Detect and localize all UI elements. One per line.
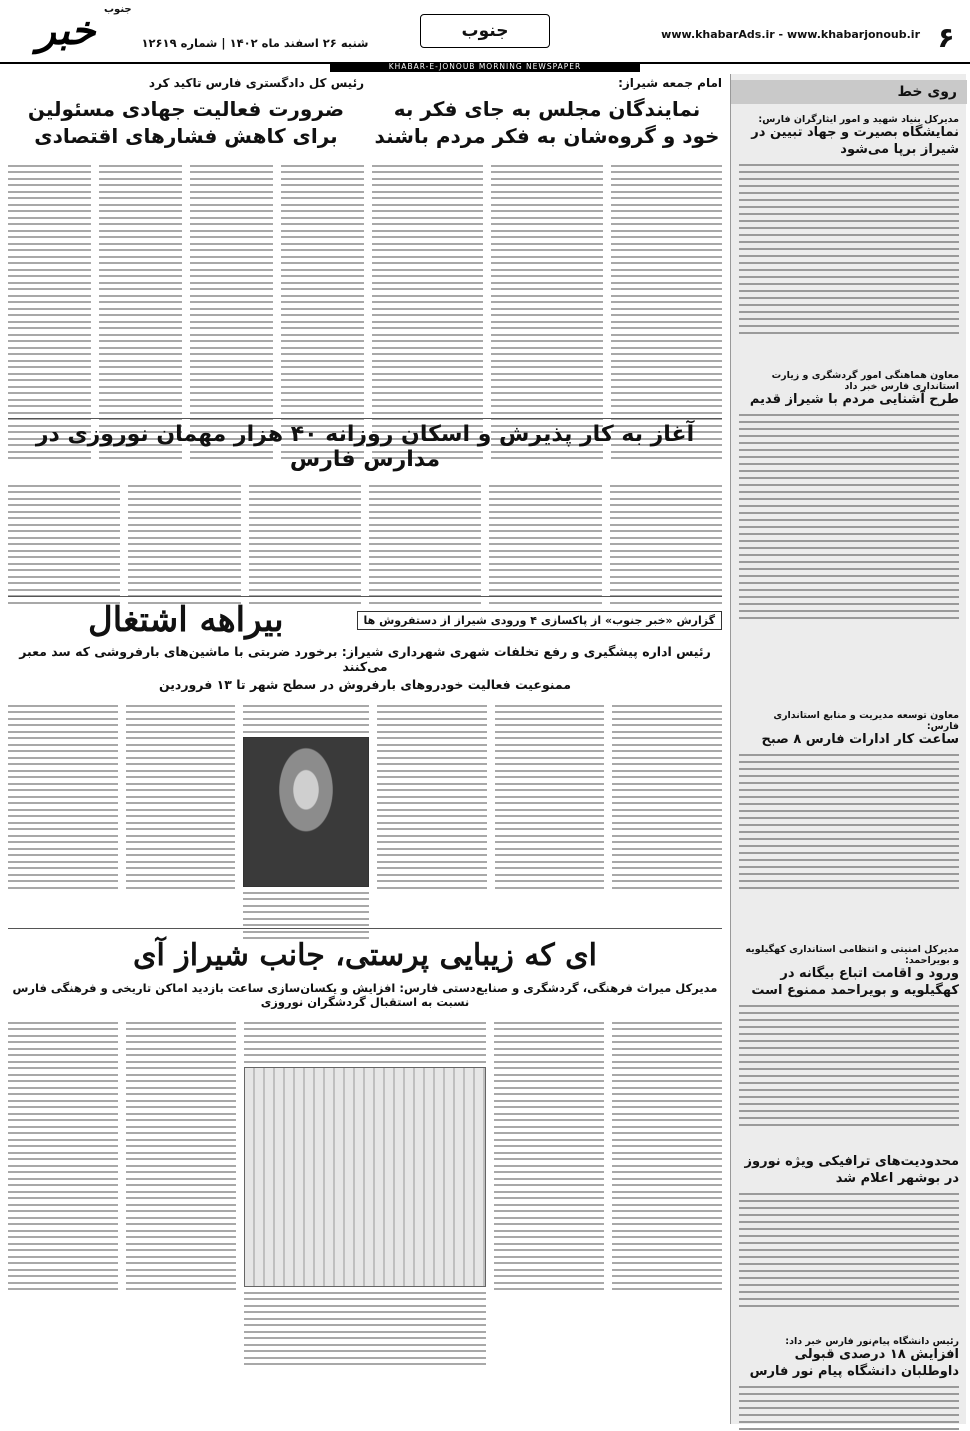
sidebar-item	[731, 944, 967, 1131]
article-headline[interactable]: ممنوعیت فعالیت خودروهای بارفروش در سطح شهر تا ۱۳ فروردین	[158, 677, 572, 692]
article-body	[8, 700, 722, 944]
photo-column	[243, 700, 369, 944]
sidebar-headline[interactable]: ورود و اقامت اتباع بیگانه در کهگیلویه و بویراحمد ممنوع است	[751, 966, 959, 998]
sidebar-kicker: معاون هماهنگی امور گردشگری و زیارت استانداری فارس خبر داد	[771, 370, 959, 392]
sidebar-item	[731, 1154, 967, 1312]
article-peddlers	[8, 600, 722, 944]
logo-subtitle: جنوب	[104, 4, 132, 15]
section-label: جنوب	[420, 14, 550, 48]
sidebar-kicker: مدیرکل امنیتی و انتظامی استانداری کهگیلویه و بویراحمد:	[745, 944, 959, 966]
divider	[8, 928, 722, 929]
sidebar-item	[731, 114, 967, 339]
masthead-ribbon: KHABAR-E-JONOUB MORNING NEWSPAPER	[330, 62, 640, 72]
article-headline[interactable]: نمایندگان مجلس به جای فکر به خود و گروه‌شان به فکر مردم باشند	[374, 97, 720, 148]
article-judiciary	[8, 76, 364, 464]
article-body	[8, 480, 722, 608]
article-kicker: امام جمعه شیراز:	[618, 76, 722, 90]
sidebar-header: روی خط	[731, 80, 967, 104]
photo-column	[244, 1017, 486, 1370]
sidebar-column	[730, 74, 966, 1424]
article-tourism	[8, 938, 722, 1370]
sidebar-body	[731, 414, 967, 619]
sidebar-kicker: معاون توسعه مدیریت و منابع استانداری فارس:	[773, 710, 959, 732]
report-label: گزارش «خبر جنوب» از پاکسازی ۴ ورودی شیراز از دستفروش ها	[357, 611, 722, 630]
issue-dateline: شنبه ۲۶ اسفند ماه ۱۴۰۲ | شماره ۱۲۶۱۹	[141, 36, 369, 50]
sidebar-body	[731, 164, 967, 334]
article-kicker: مدیرکل میراث فرهنگی، گردشگری و صنایع‌دستی فارس: افزایش و یکسان‌سازی ساعت بازدید اماکن تاریخی و فرهنگی فارس نسبت به استقبال گردشگران نوروزی	[12, 981, 718, 1009]
official-portrait-photo	[243, 737, 369, 887]
article-kicker: رئیس اداره پیشگیری و رفع تخلفات شهری شهرداری شیراز: برخورد ضربتی با ماشین‌های بارفروشی که سد معبر می‌کنند	[19, 644, 711, 674]
newspaper-logo[interactable]: خبر	[36, 7, 96, 54]
article-title[interactable]: ای که زیبایی پرستی، جانب شیراز آی	[133, 938, 597, 973]
mosque-interior-photo	[244, 1067, 486, 1287]
divider	[8, 596, 722, 597]
article-headline[interactable]: ضرورت فعالیت جهادی مسئولین برای کاهش فشارهای اقتصادی	[27, 97, 345, 148]
article-kicker: رئیس کل دادگستری فارس تاکید کرد	[148, 76, 364, 90]
article-schools	[8, 422, 722, 608]
sidebar-body	[731, 1005, 967, 1126]
divider	[8, 418, 722, 419]
website-links[interactable]: www.khabarAds.ir - www.khabarjonoub.ir	[661, 28, 920, 41]
article-title[interactable]: بیراهه اشتغال	[88, 600, 284, 640]
page-number: ۶	[937, 21, 955, 54]
sidebar-headline[interactable]: نمایشگاه بصیرت و جهاد تبیین در شیراز برپا می‌شود	[751, 125, 959, 157]
sidebar-body	[731, 1386, 967, 1431]
sidebar-kicker: رئیس دانشگاه پیام‌نور فارس خبر داد:	[785, 1336, 959, 1347]
sidebar-headline[interactable]: محدودیت‌های ترافیکی ویژه نوروز در بوشهر اعلام شد	[744, 1154, 959, 1186]
sidebar-headline[interactable]: طرح آشنایی مردم با شیراز قدیم	[749, 392, 959, 407]
sidebar-kicker: مدیرکل بنیاد شهید و امور ایثارگران فارس:	[758, 114, 959, 125]
sidebar-body	[731, 754, 967, 889]
sidebar-item	[731, 1336, 967, 1431]
article-body	[8, 1017, 722, 1370]
sidebar-headline[interactable]: ساعت کار ادارات فارس ۸ صبح	[761, 732, 959, 747]
article-headline[interactable]: آغاز به کار پذیرش و اسکان روزانه ۴۰ هزار مهمان نوروزی در مدارس فارس	[35, 422, 695, 472]
sidebar-body	[731, 1193, 967, 1307]
sidebar-item	[731, 710, 967, 894]
article-imam	[372, 76, 722, 464]
sidebar-headline[interactable]: افزایش ۱۸ درصدی قبولی داوطلبان دانشگاه پیام نور فارس	[749, 1347, 959, 1379]
sidebar-item	[731, 370, 967, 624]
